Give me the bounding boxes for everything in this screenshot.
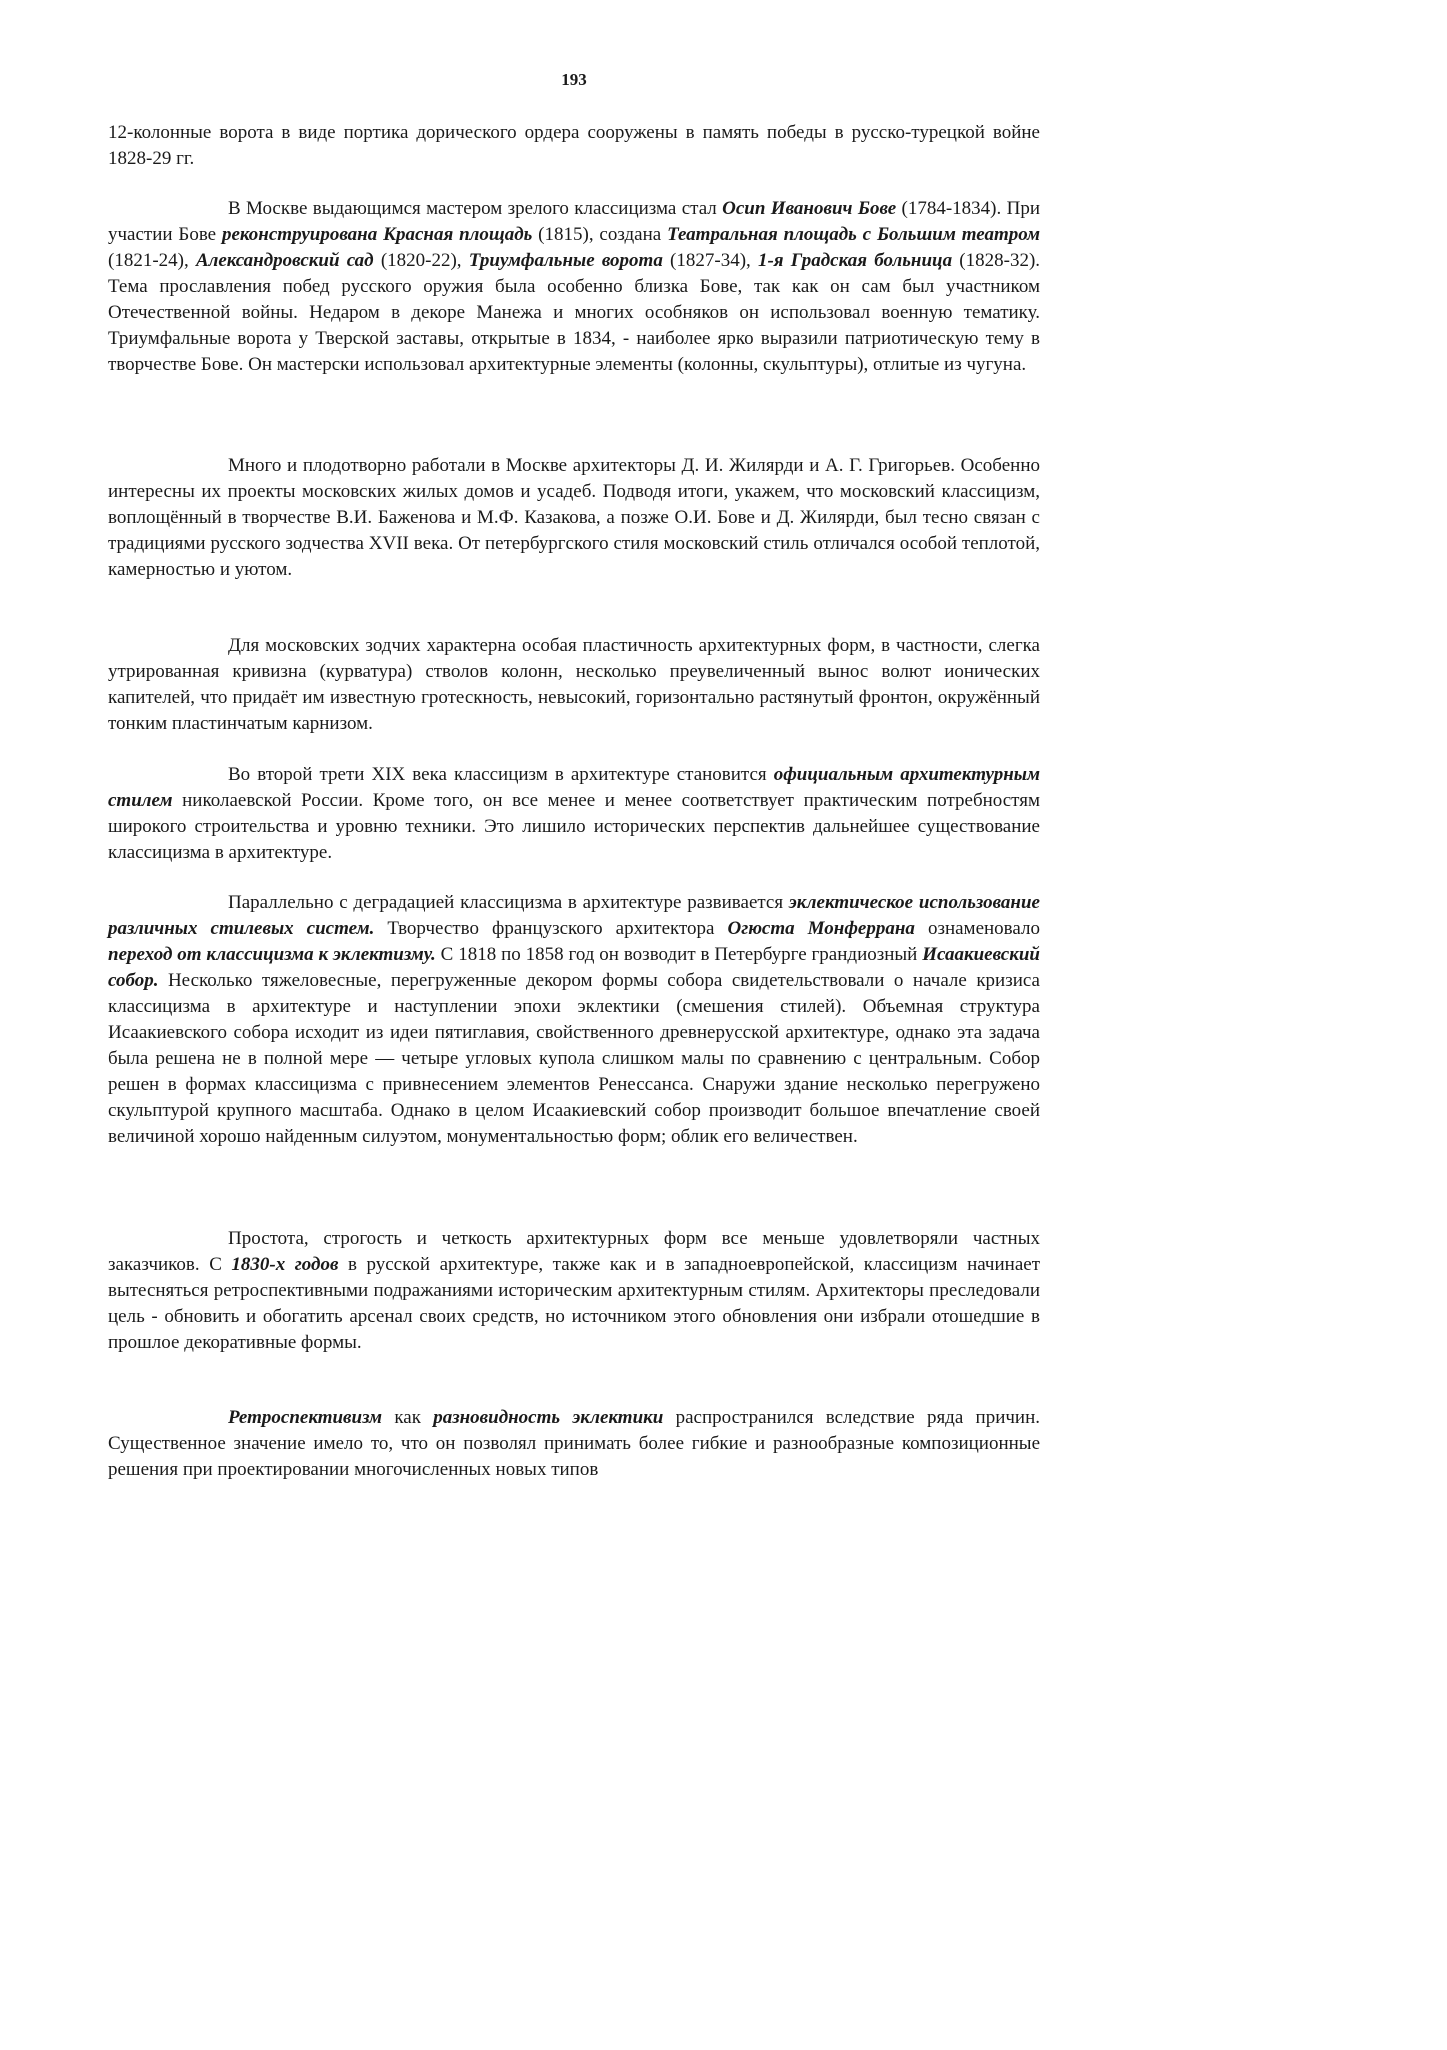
paragraph-4 <box>108 633 1040 737</box>
emphasis-text: Исаакиевский собор. <box>108 944 1041 991</box>
body-text: (1815), создана <box>532 224 668 245</box>
paragraph-6 <box>108 890 1040 1150</box>
body-text: Параллельно с деградацией классицизма в архитектуре развивается <box>228 892 789 913</box>
emphasis-text: Осип Иванович Бове <box>722 198 897 219</box>
body-text: как <box>382 1407 434 1428</box>
paragraph-2 <box>108 196 1040 378</box>
body-text: В Москве выдающимся мастером зрелого классицизма стал <box>228 198 723 219</box>
emphasis-text: переход от классицизма к эклектизму. <box>108 944 436 965</box>
emphasis-text: эклектическое использование различных стилевых систем. <box>108 892 1040 939</box>
paragraph-1 <box>108 120 1040 172</box>
emphasis-text: Ретроспективизм <box>228 1407 383 1428</box>
body-text: (1784-1834). При участии Бове <box>108 198 1040 245</box>
emphasis-text: 1-я Градская больница <box>757 250 953 271</box>
emphasis-text: Огюста Монферрана <box>727 918 915 939</box>
body-text: распространился вследствие ряда причин. Существенное значение имело то, что он позволял принимать более гибкие и разнообразные композиционные решения при проектировании многочисленных новых типов <box>108 1407 1041 1480</box>
body-text: Простота, строгость и четкость архитектурных форм все меньше удовлетворяли частных заказчиков. С <box>108 1228 1040 1275</box>
body-text: Творчество французского архитектора <box>374 918 728 939</box>
paragraph-7 <box>108 1226 1040 1356</box>
paragraph-5 <box>108 762 1040 866</box>
body-text: ознаменовало <box>914 918 1040 939</box>
emphasis-text: разновидность эклектики <box>433 1407 664 1428</box>
emphasis-text: Театральная площадь с Большим театром <box>667 224 1041 245</box>
body-text: (1828-32). Тема прославления побед русского оружия была особенно близка Бове, так как он сам был участником Отечественной войны. Недаром в декоре Манежа и многих особняков он использовал военную тематику. Триумфальные ворота у Тверской заставы, открытые в 1834, - наиболее ярко выразили патриотическую тему в творчестве Бове. Он мастерски использовал архитектурные элементы (колонны, скульптуры), отлитые из чугуна. <box>108 250 1041 375</box>
body-text: Несколько тяжеловесные, перегруженные декором формы собора свидетельствовали о начале кризиса классицизма в архитектуре и наступлении эпохи эклектики (смешения стилей). Объемная структура Исаакиевского собора исходит из идеи пятиглавия, свойственного древнерусской архитектуре, однако эта задача была решена не в полной мере — четыре угловых купола слишком малы по сравнению с центральным. Собор решен в формах классицизма с привнесением элементов Ренессанса. Снаружи здание несколько перегружено скульптурой крупного масштаба. Однако в целом Исаакиевский собор производит большое впечатление своей величиной хорошо найденным силуэтом, монументальностью форм; облик его величествен. <box>108 970 1040 1147</box>
emphasis-text: Александровский сад <box>195 250 374 271</box>
emphasis-text: официальным архитектурным стилем <box>108 764 1040 811</box>
paragraph-8 <box>108 1405 1040 1483</box>
body-text: (1821-24), <box>108 250 196 271</box>
body-text: Для московских зодчих характерна особая пластичность архитектурных форм, в частности, слегка утрированная кривизна (курватура) стволов колонн, несколько преувеличенный вынос волют ионических капителей, что придаёт им известную гротескность, невысокий, горизонтально растянутый фронтон, окружённый тонким пластинчатым карнизом. <box>108 635 1040 734</box>
emphasis-text: Триумфальные ворота <box>468 250 663 271</box>
body-text: (1827-34), <box>662 250 758 271</box>
body-text: николаевской России. Кроме того, он все менее и менее соответствует практическим потребностям широкого строительства и уровню техники. Это лишило исторических перспектив дальнейшее существование классицизма в архитектуре. <box>108 790 1040 863</box>
body-text: Во второй трети XIX века классицизм в архитектуре становится <box>228 764 774 785</box>
body-text: Много и плодотворно работали в Москве архитекторы Д. И. Жилярди и А. Г. Григорьев. Особенно интересны их проекты московских жилых домов и усадеб. Подводя итоги, укажем, что московский классицизм, воплощённый в творчестве В.И. Баженова и М.Ф. Казакова, а позже О.И. Бове и Д. Жилярди, был тесно связан с традициями русского зодчества XVII века. От петербургского стиля московский стиль отличался особой теплотой, камерностью и уютом. <box>108 455 1040 580</box>
body-text: С 1818 по 1858 год он возводит в Петербурге грандиозный <box>435 944 923 965</box>
emphasis-text: реконструирована Красная площадь <box>221 224 533 245</box>
page-number: 193 <box>561 70 587 89</box>
body-text: 12-колонные ворота в виде портика дорического ордера сооружены в память победы в русско-турецкой войне 1828-29 гг. <box>108 122 1040 169</box>
paragraph-3 <box>108 453 1040 583</box>
body-text: (1820-22), <box>373 250 469 271</box>
body-text: в русской архитектуре, также как и в западноевропейской, классицизм начинает вытесняться ретроспективными подражаниями историческим архитектурным стилям. Архитекторы преследовали цель - обновить и обогатить арсенал своих средств, но источником этого обновления они избрали отошедшие в прошлое декоративные формы. <box>108 1254 1040 1353</box>
emphasis-text: 1830-х годов <box>231 1254 339 1275</box>
